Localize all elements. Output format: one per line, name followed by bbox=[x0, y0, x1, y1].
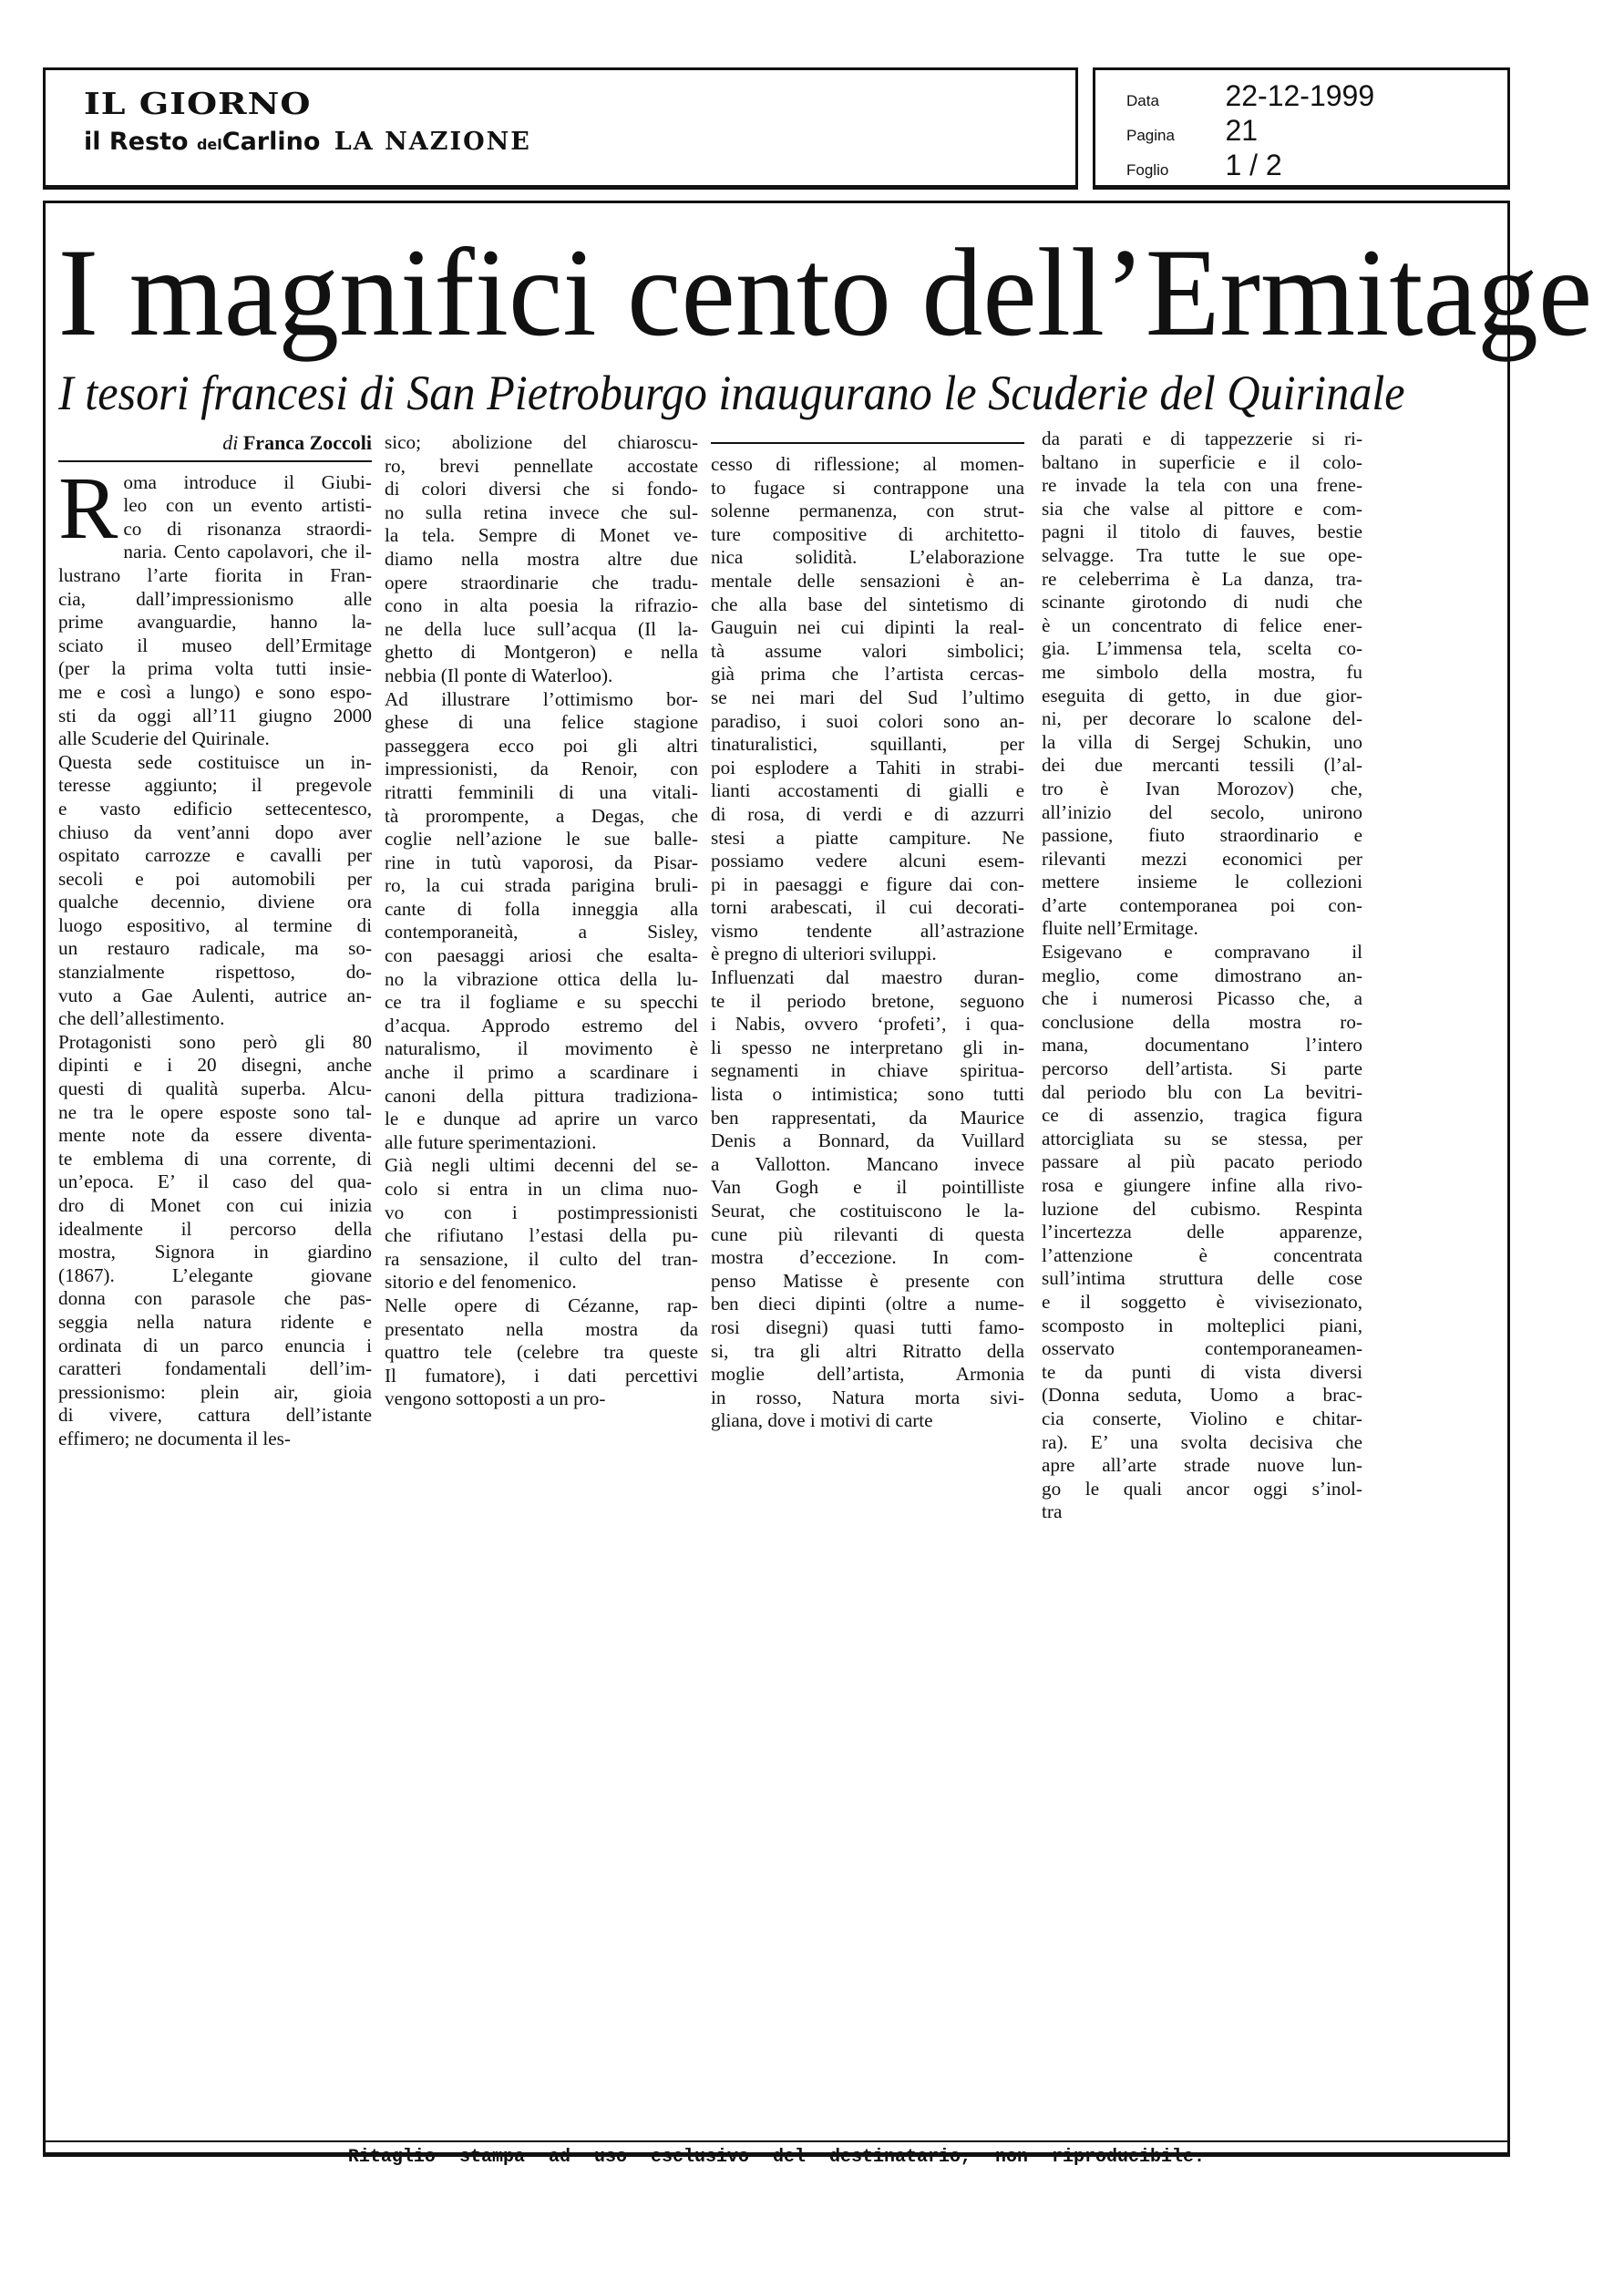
text-line: nebbia (Il ponte di Waterloo). bbox=[385, 664, 613, 686]
byline-prefix: di bbox=[222, 431, 239, 454]
text-line: ce tra il fogliame e su specchi bbox=[385, 991, 698, 1014]
article-column-2 bbox=[385, 431, 698, 1411]
text-line: Esigevano e compravano il bbox=[1042, 941, 1362, 964]
text-line: donna con parasole che pas- bbox=[58, 1287, 372, 1310]
text-line: passeggera ecco poi gli altri bbox=[385, 734, 698, 757]
text-line: li spesso ne interpretano gli in- bbox=[711, 1036, 1024, 1058]
text-line: Questa sede costituisce un in- bbox=[58, 750, 372, 773]
article-column-1 bbox=[58, 431, 372, 1451]
text-line: effimero; ne documenta il les- bbox=[58, 1427, 291, 1449]
foglio-label: Foglio bbox=[1126, 161, 1169, 179]
text-line: vuto a Gae Aulenti, autrice an- bbox=[58, 984, 372, 1006]
text-line: me simbolo della mostra, fu bbox=[1042, 660, 1362, 683]
text-line: apre all’arte strade nuove lun- bbox=[1042, 1454, 1362, 1477]
text-line: opere straordinarie che tradu- bbox=[385, 571, 698, 593]
text-line: impressionisti, da Renoir, con bbox=[385, 758, 698, 780]
text-line: caratteri fondamentali dell’im- bbox=[58, 1357, 372, 1380]
text-line: mettere insieme le collezioni bbox=[1042, 871, 1362, 893]
text-line: passione, fiuto straordinario e bbox=[1042, 824, 1362, 847]
text-line: ce di assenzio, tragica figura bbox=[1042, 1104, 1362, 1127]
text-line: è pregno di ulteriori sviluppi. bbox=[711, 943, 937, 965]
masthead-secondary bbox=[84, 129, 531, 159]
text-line: possiamo vedere alcuni esem- bbox=[711, 850, 1024, 872]
drop-cap: R bbox=[58, 459, 118, 558]
masthead-la-nazione: LA NAZIONE bbox=[334, 128, 531, 156]
text-line: sti da oggi all’11 giugno 2000 bbox=[58, 704, 372, 727]
column-text bbox=[711, 453, 1024, 1433]
masthead-il-giorno: IL GIORNO bbox=[84, 86, 312, 121]
text-line: te emblema di una corrente, di bbox=[58, 1147, 372, 1170]
text-line: stanzialmente rispettoso, do- bbox=[58, 961, 372, 984]
text-line: alle Scuderie del Quirinale. bbox=[58, 727, 270, 750]
text-line: idealmente il percorso della bbox=[58, 1217, 372, 1240]
text-line: contemporaneità, a Sisley, bbox=[385, 921, 698, 944]
text-line: se nei mari del Sud l’ultimo bbox=[711, 686, 1024, 708]
text-line: ture compositive di architetto- bbox=[711, 522, 1024, 545]
text-line: seggia nella natura ridente e bbox=[58, 1310, 372, 1333]
text-line: questi di qualità superba. Alcu- bbox=[58, 1078, 372, 1100]
text-line: le e dunque ad aprire un varco bbox=[385, 1108, 698, 1130]
masthead-del: del bbox=[196, 136, 222, 153]
text-line: alle future sperimentazioni. bbox=[385, 1130, 597, 1153]
text-line: selvagge. Tra tutte le sue ope- bbox=[1042, 543, 1362, 566]
text-line: colo si entra in un clima nuo- bbox=[385, 1178, 698, 1200]
text-line: to fugace si contrappone una bbox=[711, 476, 1024, 499]
text-line: re invade la tela con una frene- bbox=[1042, 474, 1362, 497]
text-line: oma introduce il Giubi- bbox=[123, 470, 372, 493]
text-line: di colori diversi che si fondo- bbox=[385, 478, 698, 500]
text-line: che dell’allestimento. bbox=[58, 1007, 225, 1030]
text-line: lustrano l’arte fiorita in Fran- bbox=[58, 563, 372, 586]
article-headline: I magnifici cento dell’Ermitage bbox=[57, 222, 1593, 362]
text-line: gia. L’immensa tela, scelta co- bbox=[1042, 637, 1362, 660]
column-text bbox=[385, 431, 698, 1411]
text-line: sia che valse al pittore e com- bbox=[1042, 497, 1362, 520]
text-line: pressionismo: plein air, gioia bbox=[58, 1380, 372, 1403]
clipping-metadata-box bbox=[1093, 67, 1510, 190]
text-line: ben dieci dipinti (oltre a nume- bbox=[711, 1293, 1024, 1315]
text-line: pi in paesaggi e figure dai con- bbox=[711, 872, 1024, 895]
text-line: rosi disegni) quasi tutti famo- bbox=[711, 1315, 1024, 1338]
column-rule bbox=[711, 442, 1024, 444]
text-line: eseguita di getto, in due gior- bbox=[1042, 684, 1362, 706]
text-line: tà assume valori simbolici; bbox=[711, 639, 1024, 662]
text-line: in rosso, Natura morta sivi- bbox=[711, 1386, 1024, 1408]
text-line: vo con i postimpressionisti bbox=[385, 1201, 698, 1223]
text-line: i Nabis, ovvero ‘profeti’, i qua- bbox=[711, 1013, 1024, 1036]
text-line: penso Matisse è presente con bbox=[711, 1269, 1024, 1292]
text-line: no sulla retina invece che sul- bbox=[385, 500, 698, 523]
text-line: qualche decennio, diviene ora bbox=[58, 891, 372, 913]
text-line: fluite nell’Ermitage. bbox=[1042, 917, 1198, 940]
text-line: no la vibrazione ottica della lu- bbox=[385, 967, 698, 990]
article-column-3 bbox=[711, 440, 1024, 1433]
text-line: Van Gogh e il pointilliste bbox=[711, 1176, 1024, 1199]
text-line: ghetto di Montgeron) e nella bbox=[385, 641, 698, 664]
text-line: all’inizio del secolo, unirono bbox=[1042, 800, 1362, 823]
text-line: mostra d’eccezione. In com- bbox=[711, 1246, 1024, 1269]
text-line: segnamenti in chiave spiritua- bbox=[711, 1059, 1024, 1082]
text-line: gliana, dove i motivi di carte bbox=[711, 1409, 933, 1432]
text-line: leo con un evento artisti- bbox=[123, 494, 372, 517]
text-line: ben rappresentati, da Maurice bbox=[711, 1106, 1024, 1129]
text-line: percorso dell’artista. Si parte bbox=[1042, 1057, 1362, 1080]
text-line: dal periodo blu con La bevitri- bbox=[1042, 1080, 1362, 1103]
text-line: pagni il titolo di fauves, bestie bbox=[1042, 521, 1362, 543]
text-line: cia, dall’impressionismo alle bbox=[58, 587, 372, 610]
text-line: sico; abolizione del chiaroscu- bbox=[385, 431, 698, 453]
text-line: Protagonisti sono però gli 80 bbox=[58, 1030, 372, 1053]
text-line: luogo espositivo, al termine di bbox=[58, 913, 372, 936]
text-line: (Donna seduta, Uomo a brac- bbox=[1042, 1384, 1362, 1407]
article-column-4 bbox=[1042, 428, 1362, 1524]
text-line: sitorio e del fenomenico. bbox=[385, 1271, 577, 1294]
text-line: che alla base del sintetismo di bbox=[711, 593, 1024, 615]
text-line: nica solidità. L’elaborazione bbox=[711, 546, 1024, 569]
text-line: scinante girotondo di nudi che bbox=[1042, 591, 1362, 614]
text-line: tro è Ivan Morozov) che, bbox=[1042, 777, 1362, 799]
text-line: presentato nella mostra da bbox=[385, 1317, 698, 1340]
text-line: di rosa, di verdi e di azzurri bbox=[711, 802, 1024, 825]
text-line: te il periodo bretone, seguono bbox=[711, 989, 1024, 1012]
text-line: solenne permanenza, con strut- bbox=[711, 500, 1024, 522]
text-line: ra sensazione, il culto del tran- bbox=[385, 1247, 698, 1270]
text-line: mostra, Signora in giardino bbox=[58, 1241, 372, 1263]
pagina-value: 21 bbox=[1225, 114, 1259, 147]
masthead-carlino: Carlino bbox=[221, 128, 321, 156]
foglio-value: 1 / 2 bbox=[1225, 149, 1282, 181]
text-line: passare al più pacato periodo bbox=[1042, 1150, 1362, 1173]
text-line: (1867). L’elegante giovane bbox=[58, 1263, 372, 1286]
column-text bbox=[1042, 428, 1362, 1524]
text-line: la villa di Sergej Schukin, uno bbox=[1042, 730, 1362, 753]
text-line: luzione del cubismo. Respinta bbox=[1042, 1197, 1362, 1220]
text-line: (per la prima volta tutti insie- bbox=[58, 657, 372, 680]
text-line: e il soggetto è vivisezionato, bbox=[1042, 1290, 1362, 1313]
text-line: dei due mercanti tessili (l’al- bbox=[1042, 754, 1362, 777]
text-line: osservato contemporaneamen- bbox=[1042, 1337, 1362, 1360]
text-line: di vivere, cattura dell’istante bbox=[58, 1404, 372, 1427]
text-line: ritratti femminili di una vitali- bbox=[385, 780, 698, 803]
text-line: coglie nell’azione le sue balle- bbox=[385, 828, 698, 851]
text-line: Ad illustrare l’ottimismo bor- bbox=[385, 687, 698, 710]
text-line: poi esplodere a Tahiti in strabi- bbox=[711, 756, 1024, 779]
text-line: la tela. Sempre di Monet ve- bbox=[385, 524, 698, 547]
text-line: scomposto in molteplici piani, bbox=[1042, 1314, 1362, 1336]
text-line: tinaturalistici, squillanti, per bbox=[711, 733, 1024, 756]
text-line: Influenzati dal maestro duran- bbox=[711, 966, 1024, 989]
text-line: cesso di riflessione; al momen- bbox=[711, 453, 1024, 475]
text-line: naria. Cento capolavori, che il- bbox=[123, 541, 372, 563]
masthead-resto: il Resto bbox=[84, 128, 189, 156]
data-label: Data bbox=[1126, 92, 1159, 109]
text-line: chiuso da vent’anni dopo aver bbox=[58, 820, 372, 843]
text-line: è un concentrato di felice ener- bbox=[1042, 614, 1362, 636]
text-line: sciato il museo dell’Ermitage bbox=[58, 634, 372, 656]
text-line: attorcigliata su se stessa, per bbox=[1042, 1127, 1362, 1150]
text-line: conclusione della mostra ro- bbox=[1042, 1010, 1362, 1033]
text-line: sull’intima struttura delle cose bbox=[1042, 1267, 1362, 1290]
text-line: prime avanguardie, hanno la- bbox=[58, 611, 372, 634]
text-line: ro, brevi pennellate accostate bbox=[385, 454, 698, 477]
text-line: lianti accostamenti di gialli e bbox=[711, 779, 1024, 802]
text-line: mana, documentano l’intero bbox=[1042, 1034, 1362, 1057]
text-line: re celeberrima è La danza, tra- bbox=[1042, 567, 1362, 590]
text-line: quattro tele (celebre tra queste bbox=[385, 1341, 698, 1364]
article-subheadline: I tesori francesi di San Pietroburgo inaugurano le Scuderie del Quirinale bbox=[58, 366, 1405, 420]
text-line: un’epoca. E’ il caso del qua- bbox=[58, 1170, 372, 1193]
text-line: cante di folla inneggia alla bbox=[385, 897, 698, 920]
text-line: tà prorompente, a Degas, che bbox=[385, 804, 698, 827]
text-line: cia conserte, Violino e chitar- bbox=[1042, 1407, 1362, 1429]
text-line: vengono sottoposti a un pro- bbox=[385, 1387, 606, 1410]
text-line: Già negli ultimi decenni del se- bbox=[385, 1154, 698, 1177]
article-box bbox=[43, 201, 1593, 2157]
text-line: l’incertezza delle apparenze, bbox=[1042, 1221, 1362, 1243]
data-value: 22-12-1999 bbox=[1225, 79, 1375, 112]
text-line: diamo nella mostra altre due bbox=[385, 547, 698, 570]
text-line: lista o intimistica; sono tutti bbox=[711, 1083, 1024, 1106]
pagina-label: Pagina bbox=[1126, 127, 1175, 144]
text-line: me e così a lungo) e sono espo- bbox=[58, 680, 372, 703]
text-line: co di risonanza straordi- bbox=[123, 517, 372, 540]
text-line: mentale delle sensazioni è an- bbox=[711, 569, 1024, 592]
column-text bbox=[58, 459, 372, 1451]
text-line: un restauro radicale, ma so- bbox=[58, 937, 372, 960]
text-line: d’acqua. Approdo estremo del bbox=[385, 1014, 698, 1036]
text-line: a Vallotton. Mancano invece bbox=[711, 1152, 1024, 1175]
text-line: da parati e di tappezzerie si ri- bbox=[1042, 428, 1362, 449]
text-line: che rifiutano l’estasi della pu- bbox=[385, 1224, 698, 1247]
text-line: dipinti e i 20 disegni, anche bbox=[58, 1054, 372, 1077]
text-line: rine in tutù vaporosi, da Pisar- bbox=[385, 851, 698, 873]
text-line: secoli e poi automobili per bbox=[58, 867, 372, 890]
masthead-box bbox=[43, 67, 1078, 190]
meta-row-foglio bbox=[1126, 149, 1282, 182]
text-line: e vasto edificio settecentesco, bbox=[58, 797, 372, 820]
text-line: d’arte contemporanea poi con- bbox=[1042, 893, 1362, 916]
text-line: ordinata di un parco enuncia i bbox=[58, 1334, 372, 1356]
text-line: anche il primo a scardinare i bbox=[385, 1061, 698, 1084]
meta-row-pagina bbox=[1126, 114, 1258, 148]
text-line: meglio, come dimostrano an- bbox=[1042, 964, 1362, 986]
text-line: rilevanti mezzi economici per bbox=[1042, 847, 1362, 870]
text-line: Gauguin nei cui dipinti la real- bbox=[711, 616, 1024, 639]
footer-divider bbox=[43, 2140, 1510, 2142]
text-line: cune più rilevanti di questa bbox=[711, 1222, 1024, 1245]
text-line: ra). E’ una svolta decisiva che bbox=[1042, 1430, 1362, 1453]
text-line: Seurat, che costituiscono le la- bbox=[711, 1200, 1024, 1222]
text-line: te da punti di vista diversi bbox=[1042, 1360, 1362, 1383]
text-line: Il fumatore), i dati percettivi bbox=[385, 1364, 698, 1387]
text-line: canoni della pittura tradiziona- bbox=[385, 1084, 698, 1107]
text-line: stesi a piatte campiture. Ne bbox=[711, 826, 1024, 849]
text-line: ro, la cui strada parigina bruli- bbox=[385, 874, 698, 897]
byline-author: Franca Zoccoli bbox=[242, 431, 372, 454]
text-line: ne della luce sull’acqua (Il la- bbox=[385, 617, 698, 640]
text-line: dro di Monet con cui inizia bbox=[58, 1194, 372, 1216]
text-line: mente note da essere diventa- bbox=[58, 1124, 372, 1147]
text-line: che i numerosi Picasso che, a bbox=[1042, 987, 1362, 1010]
text-line: cono in alta poesia la rifrazio- bbox=[385, 594, 698, 617]
text-line: Nelle opere di Cézanne, rap- bbox=[385, 1294, 698, 1316]
text-line: ni, per decorare lo scalone del- bbox=[1042, 707, 1362, 730]
text-line: teresse aggiunto; il pregevole bbox=[58, 774, 372, 797]
text-line: moglie dell’artista, Armonia bbox=[711, 1363, 1024, 1386]
text-line: go le quali ancor oggi s’inol- bbox=[1042, 1477, 1362, 1500]
text-line: torni arabescati, il cui decorati- bbox=[711, 896, 1024, 919]
text-line: ghese di una felice stagione bbox=[385, 711, 698, 734]
text-line: vismo tendente all’astrazione bbox=[711, 919, 1024, 942]
text-line: naturalismo, il movimento è bbox=[385, 1037, 698, 1060]
text-line: Denis a Bonnard, da Vuillard bbox=[711, 1129, 1024, 1152]
text-line: già prima che l’artista cercas- bbox=[711, 663, 1024, 686]
text-line: ospitato carrozze e cavalli per bbox=[58, 844, 372, 867]
text-line: si, tra gli altri Ritratto della bbox=[711, 1339, 1024, 1362]
text-line: ne tra le opere esposte sono tal- bbox=[58, 1100, 372, 1123]
text-line: l’attenzione è concentrata bbox=[1042, 1243, 1362, 1266]
byline bbox=[58, 431, 372, 462]
meta-row-data bbox=[1126, 79, 1374, 113]
text-line: tra bbox=[1042, 1500, 1063, 1523]
text-line: rosa e giungere infine alla rivo- bbox=[1042, 1174, 1362, 1196]
text-line: baltano in superficie e il colo- bbox=[1042, 450, 1362, 473]
clipping-notice: Ritaglio stampa ad uso esclusivo del destinatario, non riproducibile. bbox=[347, 2147, 1206, 2168]
text-line: con paesaggi ariosi che esalta- bbox=[385, 944, 698, 967]
text-line: paradiso, i suoi colori sono an- bbox=[711, 709, 1024, 732]
